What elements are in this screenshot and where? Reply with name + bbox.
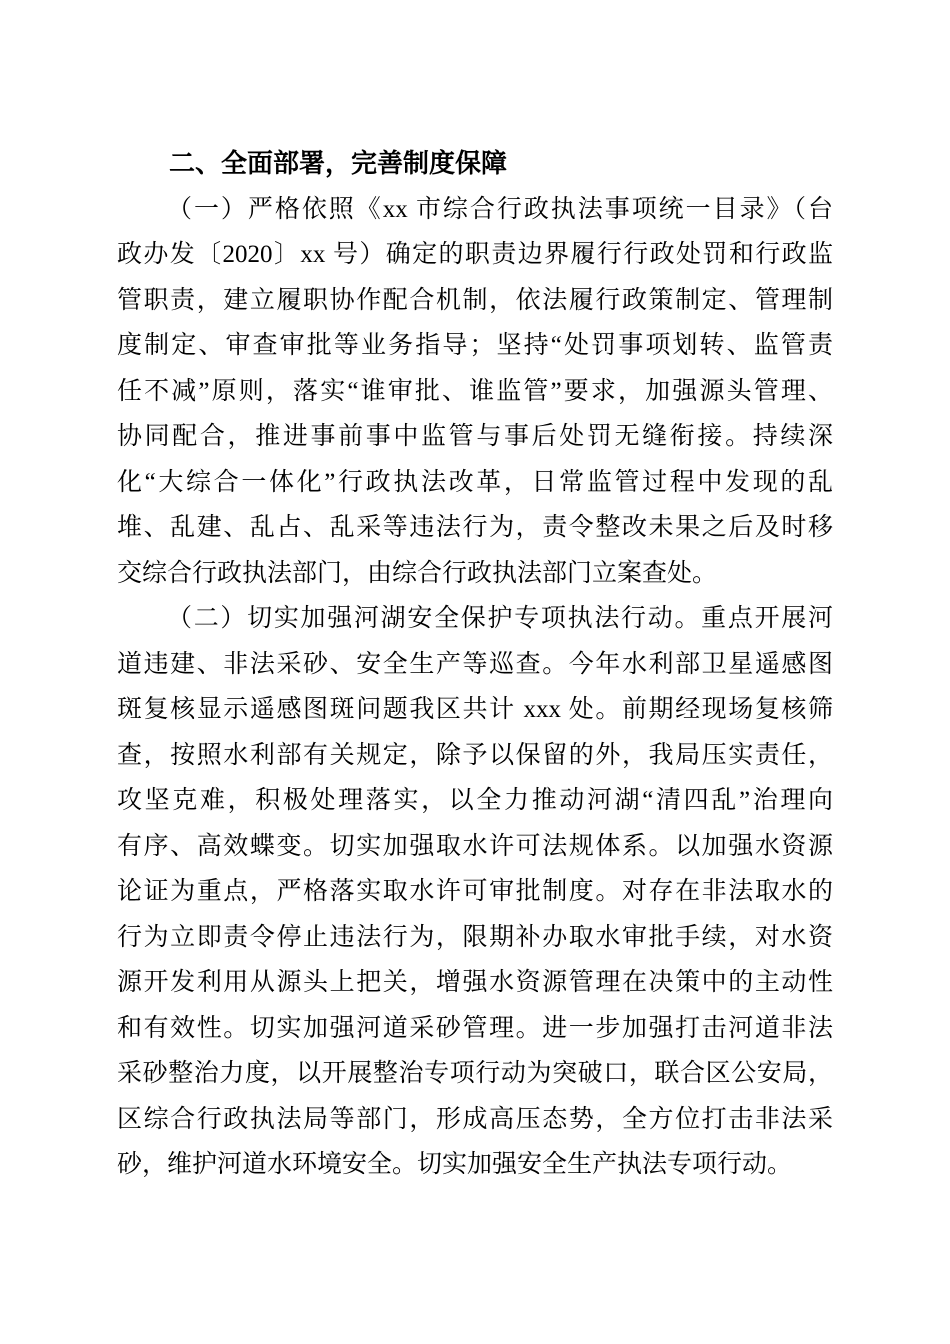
document-body xyxy=(117,187,833,1188)
text-line: 堆、乱建、乱占、乱采等违法行为，责令整改未果之后及时移 xyxy=(117,514,833,541)
section-heading: 二、全面部署，完善制度保障 xyxy=(169,148,508,178)
text-line: 协同配合，推进事前事中监管与事后处罚无缝衔接。持续深 xyxy=(117,423,833,450)
text-line: 砂，维护河道水环境安全。切实加强安全生产执法专项行动。 xyxy=(117,1151,793,1178)
text-line: 化“大综合一体化”行政执法改革，日常监管过程中发现的乱 xyxy=(117,468,833,496)
text-line: 交综合行政执法部门，由综合行政执法部门立案查处。 xyxy=(117,559,718,587)
text-line: 查，按照水利部有关规定，除予以保留的外，我局压实责任， xyxy=(117,741,833,769)
text-line: 斑复核显示遥感图斑问题我区共计 xxx 处。前期经现场复核筛 xyxy=(117,696,833,723)
text-line: 采砂整治力度，以开展整治专项行动为突破口，联合区公安局， xyxy=(117,1060,833,1087)
text-line: 有序、高效蝶变。切实加强取水许可法规体系。以加强水资源 xyxy=(117,832,833,860)
text-line: 道违建、非法采砂、安全生产等巡查。今年水利部卫星遥感图 xyxy=(117,650,833,678)
paragraph xyxy=(117,596,833,1188)
text-line: 行为立即责令停止违法行为，限期补办取水审批手续，对水资 xyxy=(117,923,833,951)
text-line: 度制定、审查审批等业务指导；坚持“处罚事项划转、监管责 xyxy=(117,332,833,359)
text-line: 政办发〔2020〕xx 号）确定的职责边界履行行政处罚和行政监 xyxy=(117,241,833,268)
paragraph xyxy=(117,187,833,597)
text-line: 管职责，建立履职协作配合机制，依法履行政策制定、管理制 xyxy=(117,286,833,314)
text-line: 区综合行政执法局等部门，形成高压态势，全方位打击非法采 xyxy=(117,1105,833,1133)
text-line: （一）严格依照《xx 市综合行政执法事项统一目录》（台 xyxy=(167,195,833,223)
text-line: 任不减”原则，落实“谁审批、谁监管”要求，加强源头管理、 xyxy=(117,377,833,405)
text-line: （二）切实加强河湖安全保护专项执法行动。重点开展河 xyxy=(167,605,833,632)
text-line: 论证为重点，严格落实取水许可审批制度。对存在非法取水的 xyxy=(117,878,833,905)
text-line: 源开发利用从源头上把关，增强水资源管理在决策中的主动性 xyxy=(117,969,833,996)
text-line: 攻坚克难，积极处理落实，以全力推动河湖“清四乱”治理向 xyxy=(117,787,833,814)
text-line: 和有效性。切实加强河道采砂管理。进一步加强打击河道非法 xyxy=(117,1014,833,1042)
